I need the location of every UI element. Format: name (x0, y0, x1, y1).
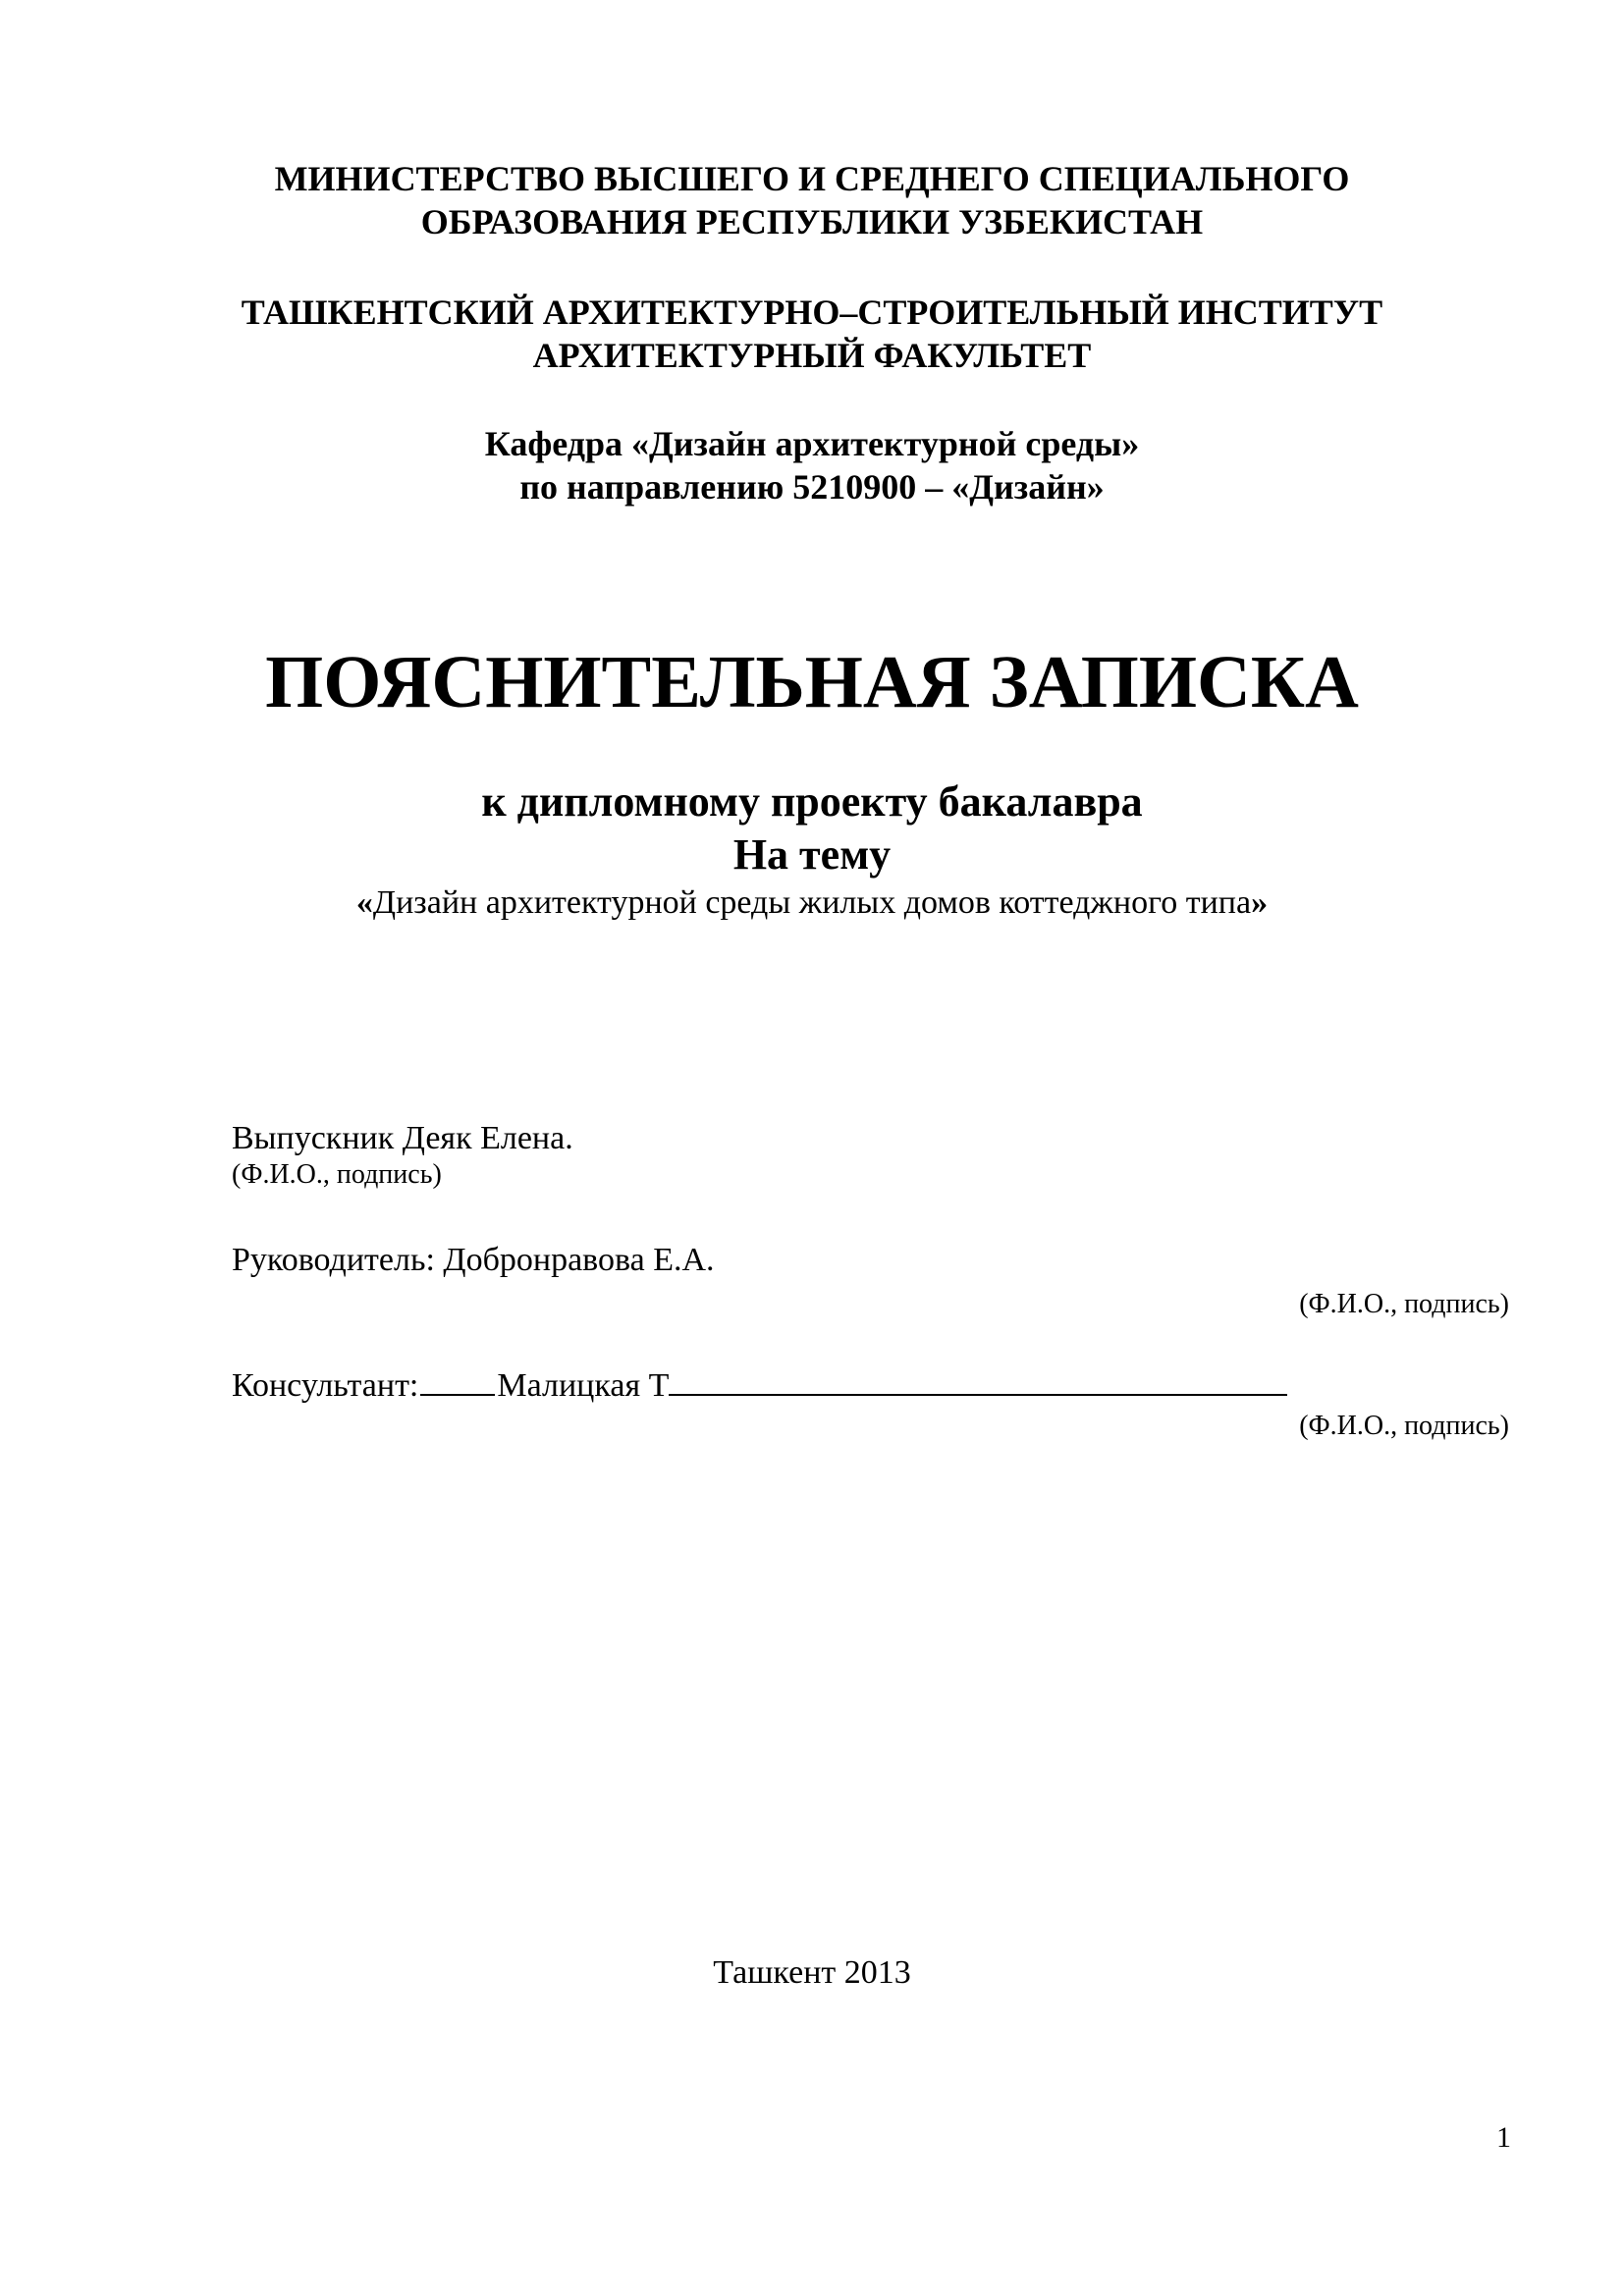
department-heading (0, 422, 1624, 508)
graduate-note: (Ф.И.О., подпись) (232, 1159, 442, 1190)
ministry-line-1: МИНИСТЕРСТВО ВЫСШЕГО И СРЕДНЕГО СПЕЦИАЛЬНОГО (274, 159, 1350, 198)
signature-underline-short (420, 1366, 495, 1396)
institute-line-2: АРХИТЕКТУРНЫЙ ФАКУЛЬТЕТ (532, 336, 1092, 375)
consultant-note: (Ф.И.О., подпись) (1299, 1411, 1509, 1441)
theme-close-quote: » (1251, 884, 1269, 921)
consultant-line (232, 1366, 1287, 1406)
department-line-1: Кафедра «Дизайн архитектурной среды» (484, 424, 1140, 463)
page-number: 1 (1496, 2121, 1511, 2154)
institute-heading (0, 291, 1624, 377)
institute-line-1: ТАШКЕНТСКИЙ АРХИТЕКТУРНО–СТРОИТЕЛЬНЫЙ ИНСТИТУТ (241, 293, 1383, 332)
signature-underline-long (669, 1366, 1287, 1396)
ministry-line-2: ОБРАЗОВАНИЯ РЕСПУБЛИКИ УЗБЕКИСТАН (420, 202, 1204, 241)
supervisor-name: Руководитель: Добронравова Е.А. (232, 1242, 715, 1278)
consultant-name: Малицкая Т (497, 1367, 670, 1404)
document-title: ПОЯСНИТЕЛЬНАЯ ЗАПИСКА (265, 641, 1359, 723)
theme-line (0, 881, 1624, 925)
document-subtitle: к дипломному проекту бакалавра (481, 777, 1143, 826)
supervisor-note: (Ф.И.О., подпись) (1299, 1289, 1509, 1319)
theme-label: На тему (732, 830, 892, 879)
consultant-label: Консультант: (232, 1367, 419, 1404)
theme-text: Дизайн архитектурной среды жилых домов коттеджного типа (372, 884, 1252, 921)
document-subtitle-block (0, 775, 1624, 925)
graduate-name: Выпускник Деяк Елена. (232, 1120, 573, 1156)
ministry-heading (0, 157, 1624, 243)
theme-open-quote: « (355, 884, 373, 921)
department-line-2: по направлению 5210900 – «Дизайн» (519, 467, 1105, 507)
city-year: Ташкент 2013 (713, 1954, 911, 1991)
graduate-block (232, 1119, 573, 1192)
